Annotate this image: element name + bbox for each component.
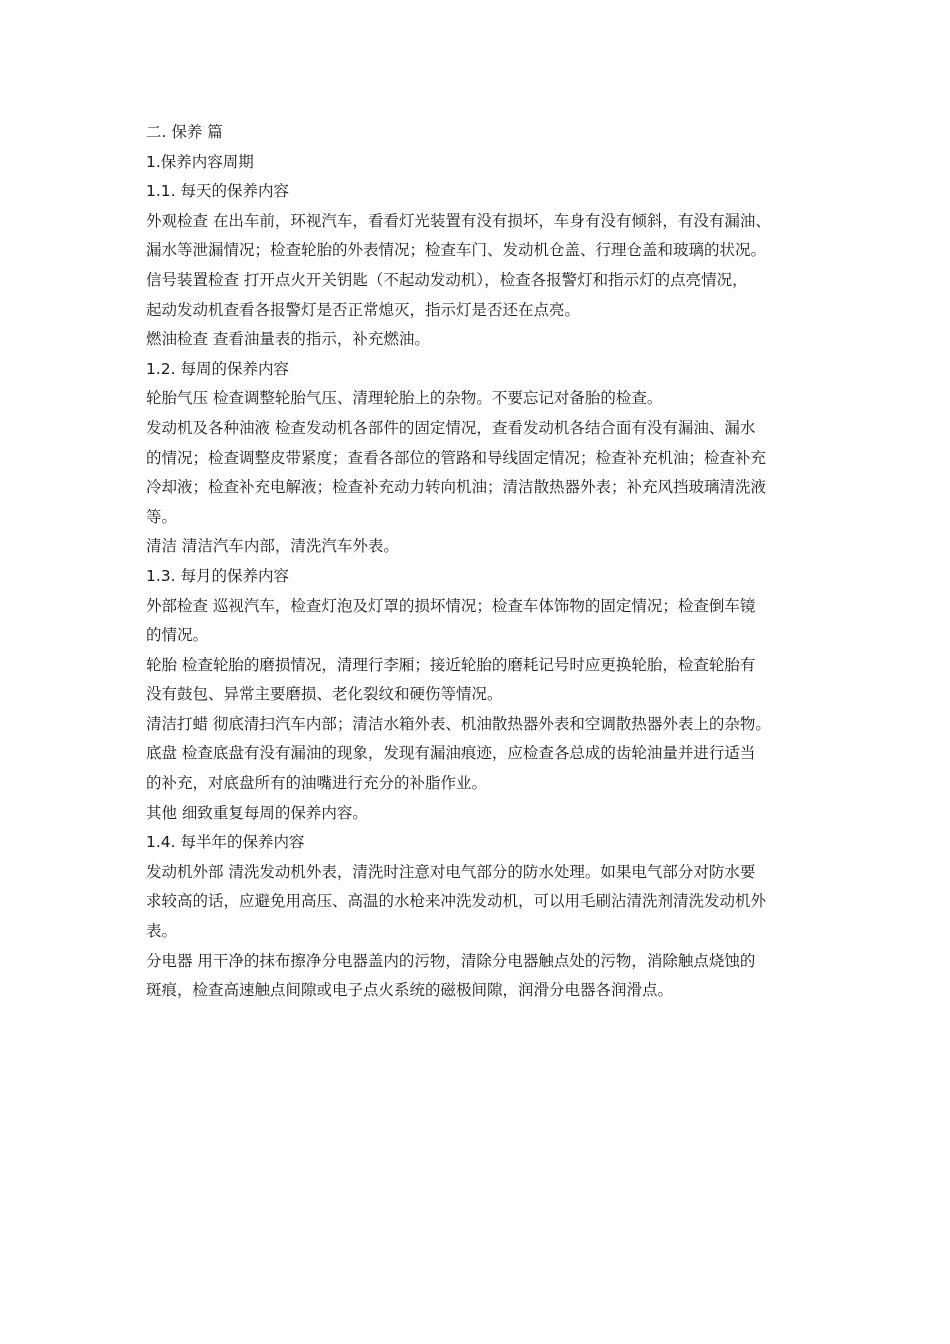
text-line: 表。 [146, 922, 178, 941]
document-page [146, 118, 810, 1006]
text-line: 的情况；检查调整皮带紧度；查看各部位的管路和导线固定情况；检查补充机油；检查补充 [146, 448, 767, 467]
text-line: 底盘 检查底盘有没有漏油的现象，发现有漏油痕迹，应检查各总成的齿轮油量并进行适当 [146, 744, 756, 763]
text-line: 分电器 用干净的抹布擦净分电器盖内的污物，清除分电器触点处的污物，消除触点烧蚀的 [146, 951, 756, 970]
text-line: 漏水等泄漏情况；检查轮胎的外表情况；检查车门、发动机仓盖、行理仓盖和玻璃的状况。 [146, 241, 767, 260]
section-heading: 二. 保养 篇 [146, 123, 223, 141]
text-line: 斑痕，检查高速触点间隙或电子点火系统的磁极间隙，润滑分电器各润滑点。 [146, 981, 674, 1000]
text-line: 发动机外部 清洗发动机外表，清洗时注意对电气部分的防水处理。如果电气部分对防水要 [146, 862, 756, 881]
text-line: 轮胎气压 检查调整轮胎气压、清理轮胎上的杂物。不要忘记对备胎的检查。 [146, 389, 663, 408]
text-line: 冷却液；检查补充电解液；检查补充动力转向机油；清洁散热器外表；补充风挡玻璃清洗液 [146, 478, 767, 497]
text-line: 外观检查 在出车前，环视汽车，看看灯光装置有没有损坏，车身有没有倾斜，有没有漏油、 [146, 211, 771, 230]
subsection-heading: 1.保养内容周期 [146, 152, 254, 171]
text-line: 等。 [146, 507, 178, 526]
text-line: 求较高的话，应避免用高压、高温的水枪来冲洗发动机，可以用毛刷沾清洗剂清洗发动机外 [146, 892, 767, 911]
text-line: 外部检查 巡视汽车，检查灯泡及灯罩的损坏情况；检查车体饰物的固定情况；检查倒车镜 [146, 596, 756, 615]
text-line: 发动机及各种油液 检查发动机各部件的固定情况，查看发动机各结合面有没有漏油、漏水 [146, 418, 756, 437]
text-line: 轮胎 检查轮胎的磨损情况，清理行李厢；接近轮胎的磨耗记号时应更换轮胎，检查轮胎有 [146, 655, 756, 674]
text-line: 其他 细致重复每周的保养内容。 [146, 803, 368, 822]
text-line: 的情况。 [146, 626, 209, 645]
text-line: 没有鼓包、异常主要磨损、老化裂纹和硬伤等情况。 [146, 685, 503, 704]
text-line: 燃油检查 查看油量表的指示，补充燃油。 [146, 330, 430, 349]
text-line: 起动发动机查看各报警灯是否正常熄灭，指示灯是否还在点亮。 [146, 300, 581, 319]
subsection-heading: 1.1. 每天的保养内容 [146, 182, 290, 201]
subsection-heading: 1.3. 每月的保养内容 [146, 566, 290, 585]
text-line: 清洁打蜡 彻底清扫汽车内部；清洁水箱外表、机油散热器外表和空调散热器外表上的杂物。 [146, 714, 771, 733]
text-line: 的补充，对底盘所有的油嘴进行充分的补脂作业。 [146, 774, 488, 793]
subsection-heading: 1.2. 每周的保养内容 [146, 359, 290, 378]
subsection-heading: 1.4. 每半年的保养内容 [146, 833, 305, 852]
text-line: 信号装置检查 打开点火开关钥匙（不起动发动机），检查各报警灯和指示灯的点亮情况， [146, 270, 748, 289]
text-line: 清洁 清洁汽车内部，清洗汽车外表。 [146, 537, 399, 556]
